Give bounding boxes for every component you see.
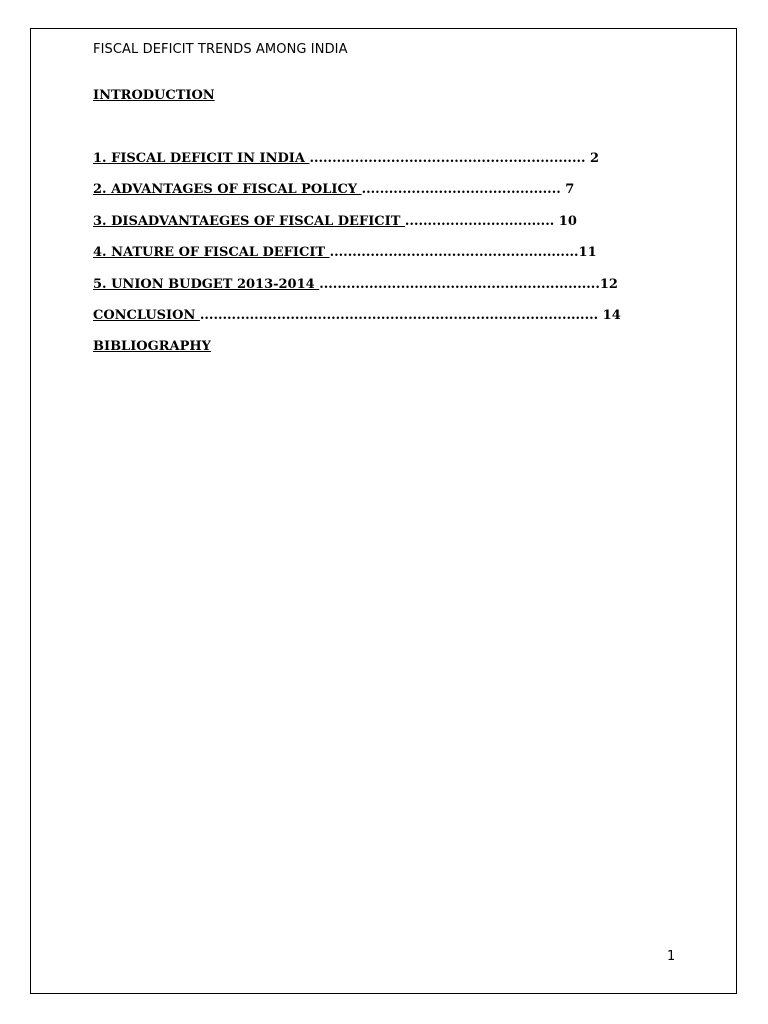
toc-entry-nature-of-fiscal-deficit[interactable] xyxy=(93,244,621,275)
toc-entry-leader: ............................................................. 2 xyxy=(309,151,600,166)
toc-entry-advantages-of-fiscal-policy[interactable] xyxy=(93,181,621,212)
toc-entry-title: 1. FISCAL DEFICIT IN INDIA xyxy=(93,151,310,166)
toc-entry-leader: .......................................................11 xyxy=(329,245,597,261)
toc-entry-union-budget[interactable] xyxy=(93,276,621,307)
toc-entry-title: 4. NATURE OF FISCAL DEFICIT xyxy=(93,245,330,261)
toc-entry-leader: ................................. 10 xyxy=(404,213,577,229)
toc-entry-leader: ............................................ 7 xyxy=(361,182,575,198)
toc-entry-disadvantages-of-fiscal-deficit[interactable] xyxy=(93,213,621,244)
toc-entry-title: 3. DISADVANTAEGES OF FISCAL DEFICIT xyxy=(93,213,405,229)
page-number: 1 xyxy=(667,949,676,964)
toc-entry-conclusion[interactable] xyxy=(93,307,621,338)
toc-entry-leader: ........................................................................................ 14 xyxy=(199,307,621,323)
toc-entry-title: 5. UNION BUDGET 2013-2014 xyxy=(93,276,320,292)
document-header: FISCAL DEFICIT TRENDS AMONG INDIA xyxy=(93,42,348,57)
introduction-heading[interactable]: INTRODUCTION xyxy=(93,88,215,103)
toc-entry-fiscal-deficit-in-india[interactable] xyxy=(93,150,621,181)
toc-entry-title: CONCLUSION xyxy=(93,307,200,323)
toc-entry-leader: ..............................................................12 xyxy=(319,276,618,292)
toc-entry-bibliography[interactable] xyxy=(93,338,621,369)
toc-entry-title: 2. ADVANTAGES OF FISCAL POLICY xyxy=(93,182,362,198)
toc-entry-title: BIBLIOGRAPHY xyxy=(93,339,211,355)
table-of-contents xyxy=(93,150,621,370)
